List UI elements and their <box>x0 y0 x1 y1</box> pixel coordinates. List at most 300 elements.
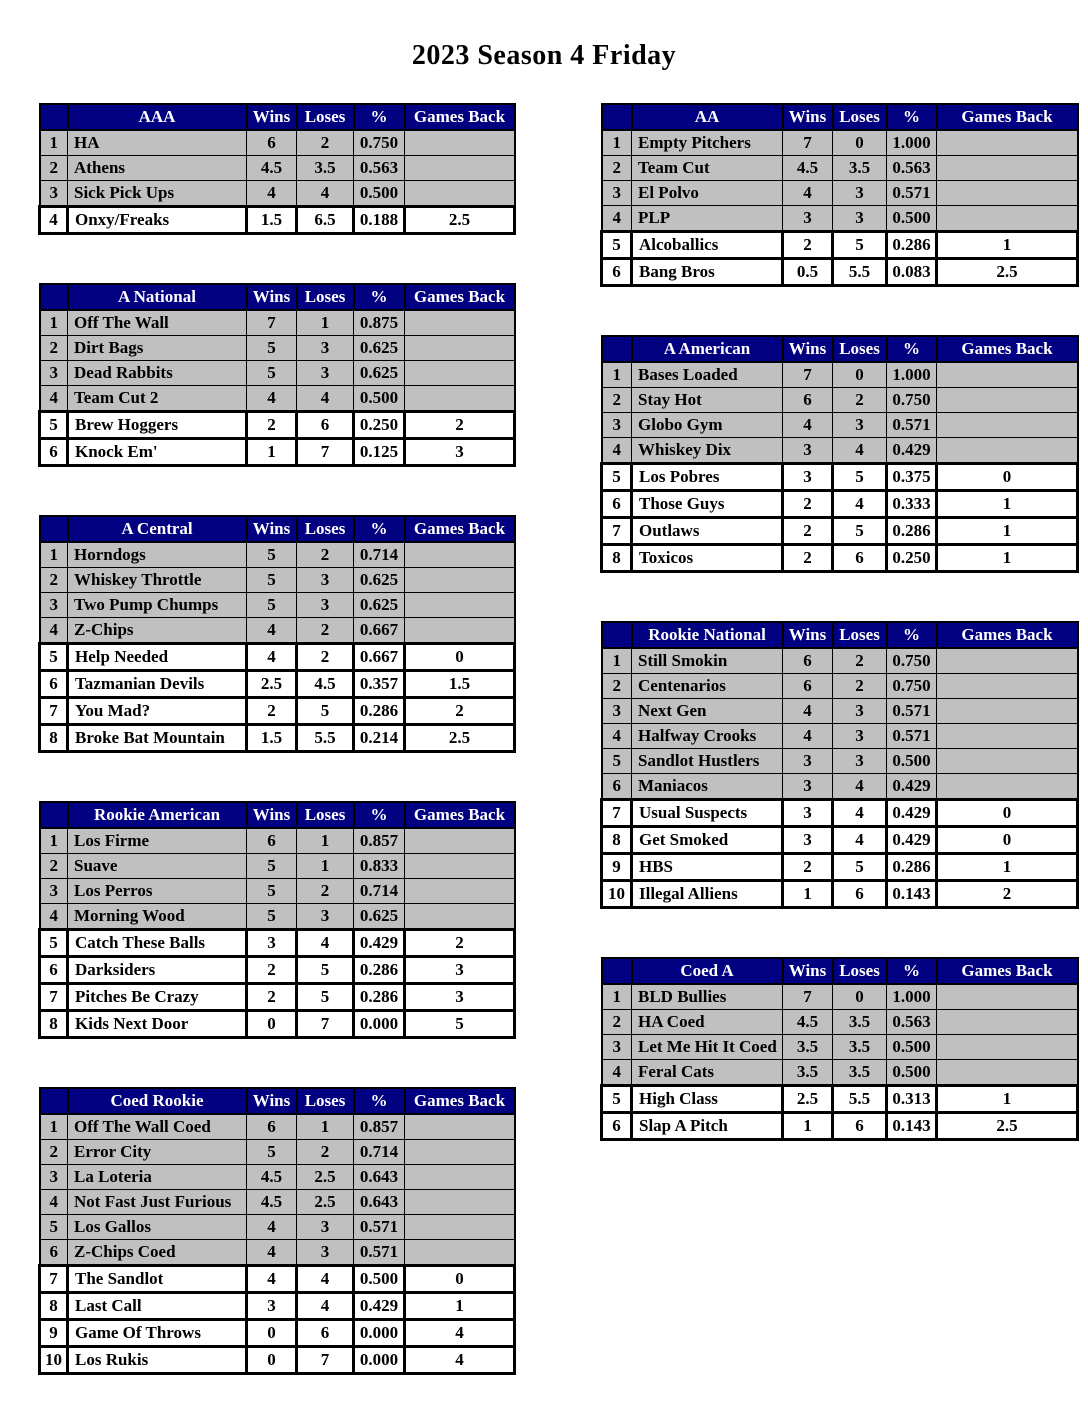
table-row <box>602 674 1078 699</box>
games-back-cell <box>405 386 515 412</box>
games-back-cell: 1 <box>937 854 1078 881</box>
games-back-cell: 2 <box>405 698 515 725</box>
table-row <box>602 232 1078 259</box>
table-row <box>602 774 1078 800</box>
table-row <box>40 310 515 336</box>
pct-cell: 0.571 <box>354 1240 405 1266</box>
games-back-cell <box>405 310 515 336</box>
loses-cell: 3.5 <box>297 156 354 181</box>
column-header-loses: Loses <box>833 958 887 984</box>
pct-cell: 0.429 <box>354 1293 405 1320</box>
column-header-pct: % <box>354 104 405 130</box>
team-cell: Dirt Bags <box>68 336 247 361</box>
wins-cell: 7 <box>783 984 833 1010</box>
loses-cell: 4 <box>297 386 354 412</box>
column-header-games-back: Games Back <box>405 1088 515 1114</box>
games-back-cell <box>405 1165 515 1190</box>
rank-cell: 6 <box>40 439 68 466</box>
column-header-wins: Wins <box>783 622 833 648</box>
team-cell: El Polvo <box>632 181 783 206</box>
pct-cell: 0.750 <box>354 130 405 156</box>
wins-cell: 3 <box>783 464 833 491</box>
loses-cell: 4.5 <box>297 671 354 698</box>
pct-cell: 0.286 <box>887 518 937 545</box>
table-row <box>40 1114 515 1140</box>
wins-cell: 2 <box>247 698 297 725</box>
pct-cell: 0.214 <box>354 725 405 752</box>
wins-cell: 2.5 <box>783 1086 833 1113</box>
wins-cell: 6 <box>247 1114 297 1140</box>
table-row <box>40 904 515 930</box>
wins-cell: 7 <box>247 310 297 336</box>
pct-cell: 0.857 <box>354 1114 405 1140</box>
games-back-cell <box>937 181 1078 206</box>
loses-cell: 6 <box>297 1320 354 1347</box>
games-back-cell <box>937 1010 1078 1035</box>
team-cell: Toxicos <box>632 545 783 572</box>
table-row <box>602 648 1078 674</box>
pct-cell: 0.750 <box>887 648 937 674</box>
games-back-cell <box>937 774 1078 800</box>
loses-cell: 2 <box>833 674 887 699</box>
rank-cell: 10 <box>40 1347 68 1374</box>
games-back-cell: 0 <box>937 827 1078 854</box>
rank-cell: 2 <box>40 1140 68 1165</box>
pct-cell: 0.667 <box>354 618 405 644</box>
column-header-wins: Wins <box>247 284 297 310</box>
games-back-cell <box>405 130 515 156</box>
rank-column-header <box>40 284 68 310</box>
pct-cell: 0.429 <box>887 438 937 464</box>
team-cell: Game Of Throws <box>68 1320 247 1347</box>
pct-cell: 0.625 <box>354 593 405 618</box>
left-column <box>38 103 514 1423</box>
team-cell: Z-Chips Coed <box>68 1240 247 1266</box>
rank-cell: 1 <box>40 1114 68 1140</box>
games-back-cell <box>937 1060 1078 1086</box>
pct-cell: 0.333 <box>887 491 937 518</box>
rank-cell: 3 <box>602 699 632 724</box>
wins-cell: 3 <box>783 749 833 774</box>
loses-cell: 5 <box>833 854 887 881</box>
loses-cell: 5 <box>833 464 887 491</box>
pct-cell: 0.643 <box>354 1190 405 1215</box>
wins-cell: 3 <box>783 206 833 232</box>
pct-cell: 0.083 <box>887 259 937 286</box>
rank-cell: 5 <box>602 232 632 259</box>
rank-cell: 5 <box>602 1086 632 1113</box>
pct-cell: 0.625 <box>354 336 405 361</box>
wins-cell: 1 <box>783 881 833 908</box>
table-row <box>602 1086 1078 1113</box>
pct-cell: 0.375 <box>887 464 937 491</box>
column-header-games-back: Games Back <box>405 104 515 130</box>
table-row <box>602 259 1078 286</box>
table-row <box>40 156 515 181</box>
games-back-cell: 4 <box>405 1347 515 1374</box>
header-row <box>40 284 515 310</box>
loses-cell: 3 <box>297 336 354 361</box>
pct-cell: 0.833 <box>354 854 405 879</box>
standings-table-a-american <box>600 335 1079 573</box>
pct-cell: 0.750 <box>887 388 937 413</box>
wins-cell: 4.5 <box>247 156 297 181</box>
pct-cell: 0.500 <box>354 386 405 412</box>
loses-cell: 4 <box>833 827 887 854</box>
games-back-cell <box>937 648 1078 674</box>
team-cell: Los Gallos <box>68 1215 247 1240</box>
rank-cell: 1 <box>40 130 68 156</box>
table-row <box>40 618 515 644</box>
games-back-cell <box>405 156 515 181</box>
loses-cell: 3 <box>833 724 887 749</box>
rank-cell: 2 <box>602 674 632 699</box>
loses-cell: 3 <box>297 593 354 618</box>
team-cell: Error City <box>68 1140 247 1165</box>
table-row <box>602 156 1078 181</box>
pct-cell: 0.625 <box>354 568 405 593</box>
team-cell: Z-Chips <box>68 618 247 644</box>
header-row <box>602 958 1078 984</box>
wins-cell: 1 <box>783 1113 833 1140</box>
team-cell: Los Firme <box>68 828 247 854</box>
wins-cell: 0 <box>247 1320 297 1347</box>
loses-cell: 3 <box>297 1240 354 1266</box>
games-back-cell <box>405 593 515 618</box>
table-row <box>40 644 515 671</box>
wins-cell: 2 <box>783 518 833 545</box>
rank-cell: 6 <box>40 671 68 698</box>
wins-cell: 4 <box>783 699 833 724</box>
loses-cell: 7 <box>297 1347 354 1374</box>
wins-cell: 5 <box>247 854 297 879</box>
wins-cell: 3 <box>247 930 297 957</box>
wins-cell: 4.5 <box>247 1165 297 1190</box>
games-back-cell <box>937 984 1078 1010</box>
games-back-cell: 1 <box>937 518 1078 545</box>
team-cell: Morning Wood <box>68 904 247 930</box>
games-back-cell <box>405 1140 515 1165</box>
column-header-pct: % <box>354 802 405 828</box>
team-cell: Team Cut <box>632 156 783 181</box>
pct-cell: 0.875 <box>354 310 405 336</box>
wins-cell: 0.5 <box>783 259 833 286</box>
wins-cell: 2 <box>783 232 833 259</box>
rank-cell: 5 <box>40 1215 68 1240</box>
division-header: A American <box>632 336 783 362</box>
team-cell: Los Rukis <box>68 1347 247 1374</box>
games-back-cell <box>405 1240 515 1266</box>
wins-cell: 2.5 <box>247 671 297 698</box>
team-cell: Onxy/Freaks <box>68 207 247 234</box>
loses-cell: 3 <box>833 413 887 438</box>
pct-cell: 0.286 <box>887 232 937 259</box>
table-row <box>40 957 515 984</box>
wins-cell: 0 <box>247 1011 297 1038</box>
column-header-pct: % <box>887 104 937 130</box>
rank-cell: 9 <box>602 854 632 881</box>
loses-cell: 3.5 <box>833 1060 887 1086</box>
team-cell: Darksiders <box>68 957 247 984</box>
loses-cell: 0 <box>833 362 887 388</box>
table-row <box>40 568 515 593</box>
column-header-pct: % <box>354 1088 405 1114</box>
pct-cell: 0.857 <box>354 828 405 854</box>
standings-table-a-central <box>38 515 516 753</box>
table-row <box>40 698 515 725</box>
team-cell: Tazmanian Devils <box>68 671 247 698</box>
wins-cell: 3.5 <box>783 1035 833 1060</box>
pct-cell: 0.500 <box>887 1035 937 1060</box>
rank-cell: 6 <box>602 774 632 800</box>
table-row <box>602 464 1078 491</box>
team-cell: Off The Wall Coed <box>68 1114 247 1140</box>
team-cell: Athens <box>68 156 247 181</box>
rank-cell: 10 <box>602 881 632 908</box>
wins-cell: 4 <box>783 413 833 438</box>
table-row <box>40 1266 515 1293</box>
division-header: AA <box>632 104 783 130</box>
table-row <box>40 1240 515 1266</box>
table-row <box>602 827 1078 854</box>
rank-cell: 1 <box>602 984 632 1010</box>
wins-cell: 5 <box>247 568 297 593</box>
pct-cell: 1.000 <box>887 984 937 1010</box>
pct-cell: 0.571 <box>887 413 937 438</box>
rank-cell: 5 <box>40 412 68 439</box>
games-back-cell <box>405 336 515 361</box>
loses-cell: 2 <box>297 618 354 644</box>
team-cell: Next Gen <box>632 699 783 724</box>
games-back-cell: 2.5 <box>937 259 1078 286</box>
team-cell: Dead Rabbits <box>68 361 247 386</box>
games-back-cell <box>937 156 1078 181</box>
rank-cell: 1 <box>602 130 632 156</box>
team-cell: Usual Suspects <box>632 800 783 827</box>
pct-cell: 0.000 <box>354 1347 405 1374</box>
rank-cell: 5 <box>602 464 632 491</box>
table-row <box>40 439 515 466</box>
games-back-cell <box>405 1114 515 1140</box>
table-row <box>40 181 515 207</box>
team-cell: Outlaws <box>632 518 783 545</box>
rank-cell: 4 <box>40 904 68 930</box>
loses-cell: 3 <box>833 206 887 232</box>
wins-cell: 1 <box>247 439 297 466</box>
games-back-cell: 2.5 <box>405 207 515 234</box>
rank-column-header <box>40 104 68 130</box>
rank-cell: 6 <box>40 957 68 984</box>
games-back-cell <box>405 879 515 904</box>
wins-cell: 3 <box>247 1293 297 1320</box>
games-back-cell <box>937 674 1078 699</box>
table-row <box>40 386 515 412</box>
table-row <box>40 130 515 156</box>
rank-cell: 8 <box>602 545 632 572</box>
table-row <box>40 412 515 439</box>
page-title: 2023 Season 4 Friday <box>411 40 677 71</box>
rank-cell: 1 <box>602 362 632 388</box>
games-back-cell <box>405 542 515 568</box>
table-row <box>40 361 515 386</box>
rank-cell: 2 <box>602 1010 632 1035</box>
games-back-cell <box>937 438 1078 464</box>
rank-cell: 2 <box>40 568 68 593</box>
column-header-pct: % <box>887 622 937 648</box>
table-row <box>602 984 1078 1010</box>
column-header-wins: Wins <box>783 958 833 984</box>
division-header: A National <box>68 284 247 310</box>
column-header-games-back: Games Back <box>405 802 515 828</box>
rank-cell: 5 <box>40 930 68 957</box>
wins-cell: 4 <box>247 386 297 412</box>
loses-cell: 2 <box>297 644 354 671</box>
loses-cell: 5 <box>833 232 887 259</box>
table-row <box>40 542 515 568</box>
pct-cell: 0.500 <box>887 749 937 774</box>
loses-cell: 3 <box>297 568 354 593</box>
team-cell: Get Smoked <box>632 827 783 854</box>
table-row <box>40 593 515 618</box>
loses-cell: 5.5 <box>833 259 887 286</box>
table-row <box>602 518 1078 545</box>
pct-cell: 0.357 <box>354 671 405 698</box>
pct-cell: 1.000 <box>887 362 937 388</box>
loses-cell: 1 <box>297 828 354 854</box>
column-header-loses: Loses <box>297 516 354 542</box>
rank-column-header <box>602 622 632 648</box>
division-header: Coed A <box>632 958 783 984</box>
games-back-cell <box>937 130 1078 156</box>
loses-cell: 2 <box>297 879 354 904</box>
table-row <box>40 930 515 957</box>
games-back-cell <box>937 206 1078 232</box>
wins-cell: 4.5 <box>783 1010 833 1035</box>
loses-cell: 4 <box>297 1293 354 1320</box>
pct-cell: 0.429 <box>887 800 937 827</box>
rank-column-header <box>40 516 68 542</box>
column-header-loses: Loses <box>297 104 354 130</box>
table-row <box>602 181 1078 206</box>
rank-cell: 6 <box>40 1240 68 1266</box>
games-back-cell: 0 <box>937 464 1078 491</box>
team-cell: Empty Pitchers <box>632 130 783 156</box>
team-cell: Feral Cats <box>632 1060 783 1086</box>
games-back-cell <box>405 854 515 879</box>
wins-cell: 5 <box>247 904 297 930</box>
loses-cell: 2 <box>297 542 354 568</box>
rank-column-header <box>602 958 632 984</box>
rank-cell: 9 <box>40 1320 68 1347</box>
table-row <box>602 749 1078 774</box>
column-header-loses: Loses <box>833 336 887 362</box>
games-back-cell <box>405 361 515 386</box>
rank-cell: 7 <box>40 1266 68 1293</box>
column-header-loses: Loses <box>297 802 354 828</box>
pct-cell: 0.000 <box>354 1320 405 1347</box>
pct-cell: 0.625 <box>354 361 405 386</box>
team-cell: Knock Em' <box>68 439 247 466</box>
pct-cell: 0.667 <box>354 644 405 671</box>
column-header-pct: % <box>887 336 937 362</box>
table-row <box>602 1060 1078 1086</box>
loses-cell: 4 <box>833 491 887 518</box>
column-header-games-back: Games Back <box>937 336 1078 362</box>
team-cell: Horndogs <box>68 542 247 568</box>
rank-cell: 4 <box>40 207 68 234</box>
team-cell: Off The Wall <box>68 310 247 336</box>
loses-cell: 4 <box>297 930 354 957</box>
rank-cell: 4 <box>602 438 632 464</box>
loses-cell: 2 <box>297 1140 354 1165</box>
games-back-cell: 0 <box>405 644 515 671</box>
pct-cell: 0.000 <box>354 1011 405 1038</box>
table-row <box>602 438 1078 464</box>
games-back-cell <box>937 388 1078 413</box>
team-cell: High Class <box>632 1086 783 1113</box>
pct-cell: 0.571 <box>354 1215 405 1240</box>
pct-cell: 0.714 <box>354 1140 405 1165</box>
table-row <box>602 413 1078 438</box>
pct-cell: 0.500 <box>887 206 937 232</box>
table-row <box>40 879 515 904</box>
table-row <box>602 491 1078 518</box>
table-row <box>602 1010 1078 1035</box>
team-cell: Help Needed <box>68 644 247 671</box>
pct-cell: 0.571 <box>887 699 937 724</box>
rank-cell: 8 <box>40 1011 68 1038</box>
loses-cell: 3 <box>297 361 354 386</box>
games-back-cell: 1 <box>937 545 1078 572</box>
wins-cell: 4 <box>783 181 833 206</box>
division-header: Rookie National <box>632 622 783 648</box>
column-header-wins: Wins <box>247 104 297 130</box>
rank-cell: 8 <box>40 1293 68 1320</box>
column-header-games-back: Games Back <box>405 284 515 310</box>
team-cell: Kids Next Door <box>68 1011 247 1038</box>
column-header-pct: % <box>354 516 405 542</box>
wins-cell: 3 <box>783 827 833 854</box>
division-header: A Central <box>68 516 247 542</box>
rank-cell: 5 <box>40 644 68 671</box>
table-row <box>40 725 515 752</box>
wins-cell: 6 <box>783 388 833 413</box>
loses-cell: 5 <box>297 984 354 1011</box>
wins-cell: 0 <box>247 1347 297 1374</box>
wins-cell: 3 <box>783 800 833 827</box>
division-header: AAA <box>68 104 247 130</box>
games-back-cell: 1 <box>937 232 1078 259</box>
pct-cell: 0.643 <box>354 1165 405 1190</box>
wins-cell: 4 <box>247 1215 297 1240</box>
loses-cell: 4 <box>297 181 354 207</box>
table-row <box>602 362 1078 388</box>
standings-table-a-national <box>38 283 516 467</box>
rank-cell: 5 <box>602 749 632 774</box>
pct-cell: 0.500 <box>887 1060 937 1086</box>
team-cell: Suave <box>68 854 247 879</box>
table-row <box>40 1320 515 1347</box>
pct-cell: 0.750 <box>887 674 937 699</box>
games-back-cell <box>937 749 1078 774</box>
table-row <box>40 1011 515 1038</box>
wins-cell: 4 <box>247 644 297 671</box>
loses-cell: 5.5 <box>833 1086 887 1113</box>
column-header-loses: Loses <box>833 104 887 130</box>
rank-cell: 3 <box>40 181 68 207</box>
team-cell: Los Pobres <box>632 464 783 491</box>
loses-cell: 2 <box>833 388 887 413</box>
